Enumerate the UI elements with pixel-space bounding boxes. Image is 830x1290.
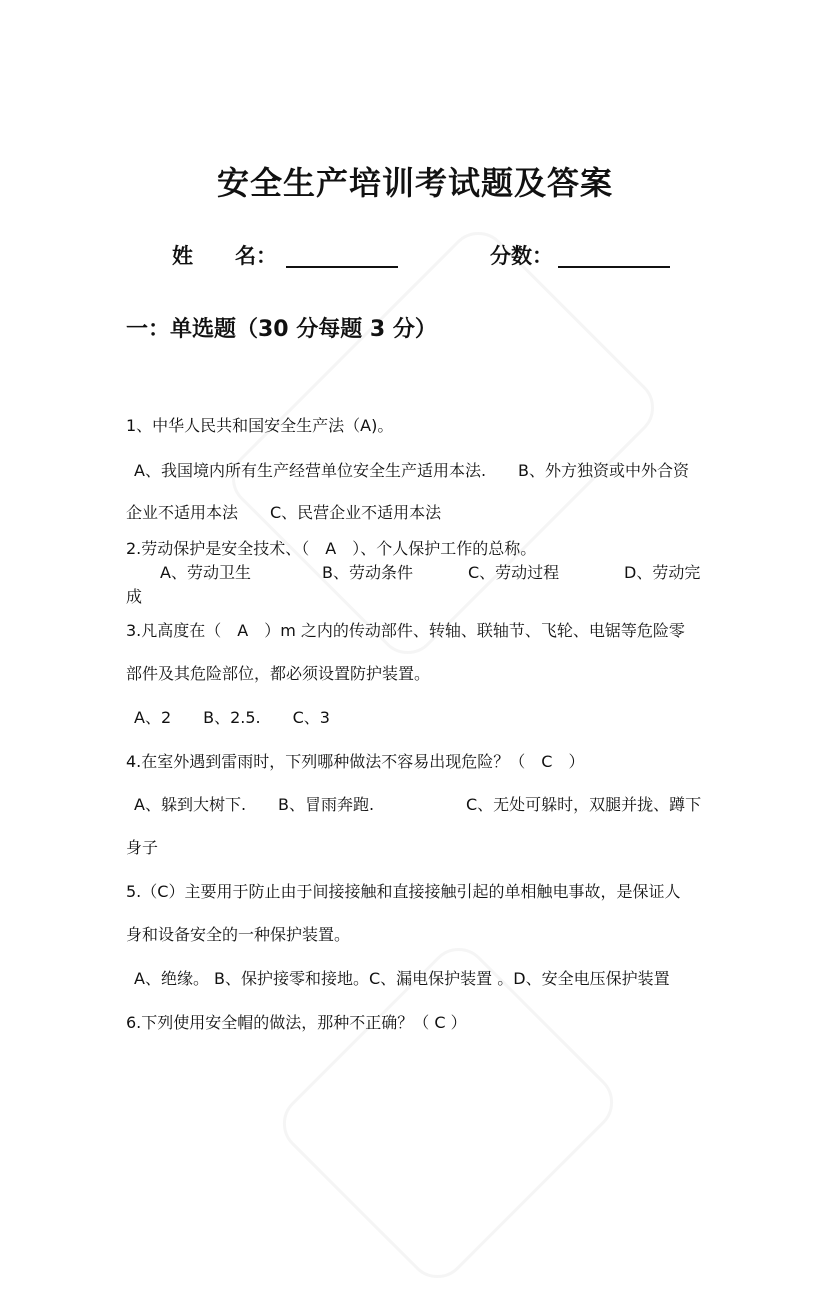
question-2: 2.劳动保护是安全技术、（ A ）、个人保护工作的总称。 <box>126 539 537 558</box>
question-1: 1、中华人民共和国安全生产法（A)。 <box>126 416 394 435</box>
question-3: 3.凡高度在（ A ）m 之内的传动部件、转轴、联轴节、飞轮、电锯等危险零 <box>126 621 685 640</box>
watermark <box>220 220 667 667</box>
question-2-option-a: A、劳动卫生 <box>160 563 251 582</box>
question-2-option-d: D、劳动完 <box>624 563 701 582</box>
question-1-options-cont: 企业不适用本法 C、民营企业不适用本法 <box>126 503 442 522</box>
name-blank[interactable] <box>286 266 398 268</box>
question-1-options: A、我国境内所有生产经营单位安全生产适用本法. B、外方独资或中外合资 <box>134 461 690 480</box>
question-3-cont: 部件及其危险部位，都必须设置防护装置。 <box>126 664 431 683</box>
question-5-options: A、绝缘。 B、保护接零和接地。C、漏电保护装置 。D、安全电压保护装置 <box>134 969 670 988</box>
question-5: 5.（C）主要用于防止由于间接接触和直接接触引起的单相触电事故，是保证人 <box>126 882 681 901</box>
page-title: 安全生产培训考试题及答案 <box>216 164 613 202</box>
question-2-option-c: C、劳动过程 <box>468 563 560 582</box>
score-blank[interactable] <box>558 266 670 268</box>
question-2-option-d-cont: 成 <box>126 587 143 606</box>
question-4-option-c: C、无处可躲时，双腿并拢、蹲下 <box>466 795 702 814</box>
question-6: 6.下列使用安全帽的做法，那种不正确？（ C ） <box>126 1013 467 1032</box>
name-label: 姓 名： <box>172 244 277 268</box>
question-4-options-ab: A、躲到大树下. B、冒雨奔跑. <box>134 795 375 814</box>
question-5-cont: 身和设备安全的一种保护装置。 <box>126 925 351 944</box>
score-label: 分数： <box>490 244 553 268</box>
section-title: 一：单选题（30 分每题 3 分） <box>126 317 437 342</box>
question-4-cont: 身子 <box>126 838 159 857</box>
question-2-option-b: B、劳动条件 <box>322 563 413 582</box>
question-4: 4.在室外遇到雷雨时，下列哪种做法不容易出现危险？（ C ） <box>126 752 585 771</box>
question-3-options: A、2 B、2.5. C、3 <box>134 708 330 727</box>
